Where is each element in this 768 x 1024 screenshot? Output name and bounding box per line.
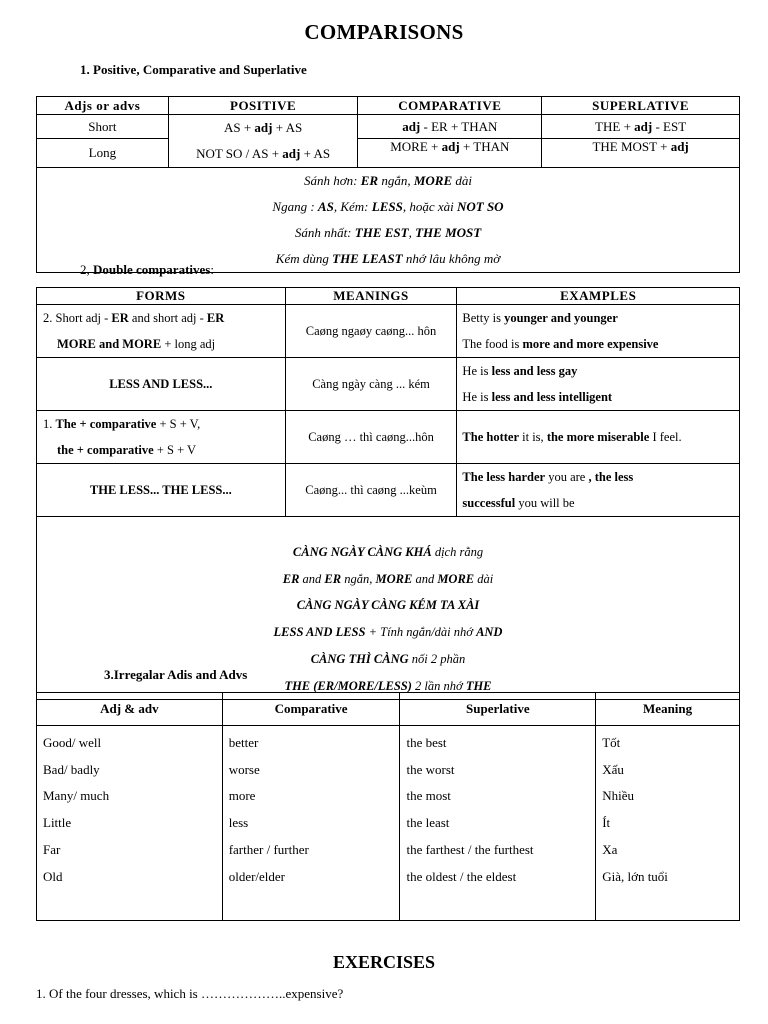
double-comparatives-table [36,287,740,700]
row-short-label: Short [37,115,169,139]
form-cell: 2. Short adj - ER and short adj - ER MORE and MORE + long adj [37,305,286,358]
note-line: Kém dùng THE LEAST nhớ lâu không mờ [275,251,501,266]
header-comparative: Comparative [222,693,400,726]
note-line: THE (ER/MORE/LESS) 2 lần nhớ THE [284,678,492,693]
exercise-question-1: 1. Of the four dresses, which is ………………..expensive? [36,986,344,1001]
form-cell: LESS AND LESS... [37,358,286,411]
list-item: Già, lớn tuổi [602,868,668,884]
positive-long: NOT SO / AS + adj + AS [196,146,331,161]
adj-column [37,726,223,921]
header-examples: EXAMPLES [457,288,740,305]
example-cell: The less harder you are , the less successful you will be [457,464,740,517]
note-line: CÀNG NGÀY CÀNG KÉM TA XÀI [296,598,480,613]
list-item: Bad/ badly [43,761,100,777]
list-item: the least [406,815,450,831]
list-item: worse [228,761,260,777]
exercises-title: EXERCISES [332,952,436,972]
section2-heading: 2, Double comparatives: [80,262,214,277]
header-adjs: Adjs or advs [37,97,169,115]
list-item: the oldest / the eldest [406,868,517,884]
header-comparative: COMPARATIVE [358,97,542,115]
superlative-column [400,726,596,921]
list-item: Many/ much [43,788,110,804]
section1-heading: 1. Positive, Comparative and Superlative [80,62,307,77]
header-meaning: Meaning [596,693,740,726]
list-item: older/elder [228,868,286,884]
note-line: Sánh hơn: ER ngắn, MORE dài [303,173,473,188]
positive-short: AS + adj + AS [223,120,303,135]
list-item: the worst [406,761,455,777]
note-line: CÀNG THÌ CÀNG nối 2 phần [310,651,466,666]
superlative-long: THE MOST + adj [542,139,740,168]
list-item: Tốt [602,735,621,750]
row-long-label: Long [37,139,169,168]
meaning-cell: Càng ngày càng ... kém [285,358,457,411]
comparative-long: MORE + adj + THAN [358,139,542,168]
example-cell: Betty is younger and younger The food is more and more expensive [457,305,740,358]
header-superlative: SUPERLATIVE [542,97,740,115]
superlative-short: THE + adj - EST [542,115,740,139]
header-forms: FORMS [37,288,286,305]
comparative-short: adj - ER + THAN [358,115,542,139]
list-item: Xa [602,841,618,857]
note-line: ER and ER ngắn, MORE and MORE dài [282,571,494,586]
meaning-cell: Caøng... thì caøng ...keùm [285,464,457,517]
form-cell: 1. The + comparative + S + V, the + comparative + S + V [37,411,286,464]
section3-heading: 3.Irregalar Adis and Advs [104,667,248,682]
list-item: Little [43,815,72,831]
list-item: Far [43,841,61,857]
list-item: Xấu [602,761,624,777]
list-item: the most [406,788,451,804]
list-item: Ít [602,815,611,831]
example-cell: The hotter it is, the more miserable I feel. [457,411,740,464]
page-title: COMPARISONS [304,20,464,44]
note-line: Sánh nhất: THE EST, THE MOST [294,225,482,240]
list-item: more [228,788,256,804]
header-adj-adv: Adj & adv [37,693,223,726]
meaning-cell: Caøng … thì caøng...hôn [285,411,457,464]
list-item: the best [406,735,447,750]
list-item: Good/ well [43,735,102,750]
section1-notes [37,168,740,273]
header-superlative: Superlative [400,693,596,726]
header-meanings: MEANINGS [285,288,457,305]
meaning-column [596,726,740,921]
irregular-table [36,692,740,921]
example-cell: He is less and less gay He is less and less intelligent [457,358,740,411]
list-item: better [228,735,259,750]
list-item: less [228,815,249,831]
positive-cell [168,115,358,168]
note-line: LESS AND LESS + Tính ngắn/dài nhớ AND [273,625,503,640]
header-positive: POSITIVE [168,97,358,115]
comparison-table [36,96,740,273]
list-item: farther / further [228,841,309,857]
meaning-cell: Caøng ngaøy caøng... hôn [285,305,457,358]
list-item: the farthest / the furthest [406,841,534,857]
note-line: Ngang : AS, Kém: LESS, hoặc xài NOT SO [272,199,504,214]
form-cell: THE LESS... THE LESS... [37,464,286,517]
list-item: Nhiều [602,788,634,804]
list-item: Old [43,868,63,884]
note-line: CÀNG NGÀY CÀNG KHÁ dịch rằng [292,545,484,559]
comparative-column [222,726,400,921]
